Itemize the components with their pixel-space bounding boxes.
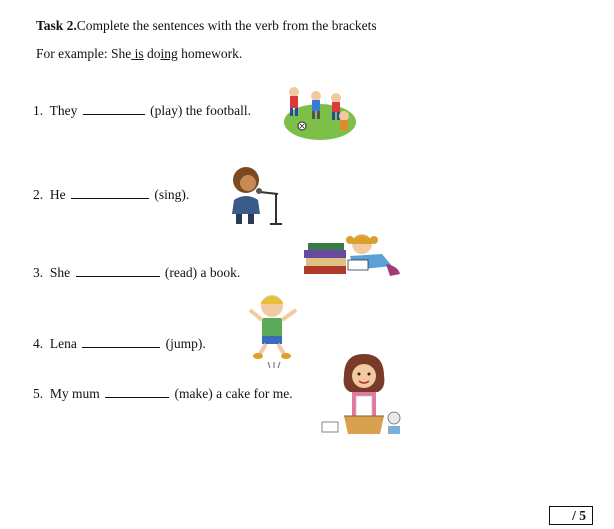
sentence-3 bbox=[33, 264, 240, 281]
children-playing-football-image bbox=[280, 82, 360, 142]
item-verb: (play) bbox=[150, 103, 183, 118]
item-number: 2. bbox=[33, 187, 44, 202]
item-verb: (make) bbox=[174, 386, 213, 401]
boy-jumping-image bbox=[244, 292, 302, 368]
task-heading bbox=[36, 18, 377, 34]
item-number: 3. bbox=[33, 265, 44, 280]
item-subject: My mum bbox=[49, 386, 100, 401]
item-rest: the football. bbox=[185, 103, 251, 118]
task-label: Task 2. bbox=[36, 18, 77, 33]
sentence-2 bbox=[33, 186, 189, 203]
sentence-1 bbox=[33, 102, 251, 119]
woman-baking-image bbox=[318, 352, 410, 442]
item-number: 5. bbox=[33, 386, 44, 401]
example-suffix: homework. bbox=[181, 46, 243, 61]
item-subject: She bbox=[49, 265, 71, 280]
example-line bbox=[36, 46, 242, 62]
sentence-5 bbox=[33, 385, 293, 402]
item-subject: They bbox=[49, 103, 78, 118]
sentence-4 bbox=[33, 335, 206, 352]
answer-blank-2[interactable] bbox=[71, 186, 149, 199]
item-rest: a cake for me. bbox=[216, 386, 293, 401]
score-box: / 5 bbox=[549, 506, 593, 525]
item-subject: He bbox=[49, 187, 66, 202]
example-prefix: For example: She bbox=[36, 46, 132, 61]
task-instruction: Complete the sentences with the verb from the brackets bbox=[76, 18, 377, 33]
item-number: 4. bbox=[33, 336, 44, 351]
boy-singing-image bbox=[222, 164, 286, 226]
item-verb: (jump). bbox=[165, 336, 206, 351]
answer-blank-3[interactable] bbox=[76, 264, 160, 277]
example-aux: is bbox=[134, 46, 144, 61]
item-number: 1. bbox=[33, 103, 44, 118]
item-subject: Lena bbox=[49, 336, 77, 351]
item-verb: (read) bbox=[164, 265, 198, 280]
girl-reading-image bbox=[302, 230, 406, 280]
example-verb: doing bbox=[147, 46, 178, 61]
item-rest: a book. bbox=[200, 265, 241, 280]
answer-blank-5[interactable] bbox=[105, 385, 169, 398]
answer-blank-1[interactable] bbox=[83, 102, 145, 115]
answer-blank-4[interactable] bbox=[82, 335, 160, 348]
item-verb: (sing). bbox=[154, 187, 190, 202]
